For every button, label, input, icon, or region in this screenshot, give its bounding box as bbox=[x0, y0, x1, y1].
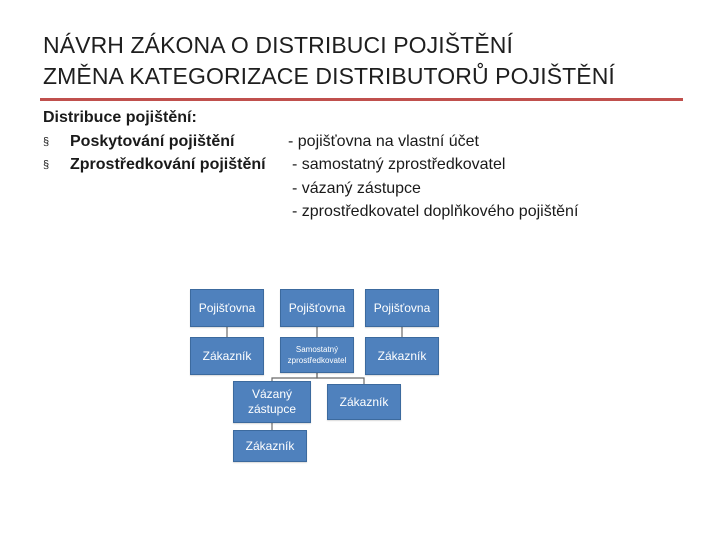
title-line-1: NÁVRH ZÁKONA O DISTRIBUCI POJIŠTĚNÍ bbox=[43, 32, 513, 58]
title-line-2: ZMĚNA KATEGORIZACE DISTRIBUTORŮ POJIŠTĚNÍ bbox=[43, 63, 615, 89]
list-item-label: Zprostředkování pojištění bbox=[70, 156, 266, 173]
insurer-box: Pojišťovna bbox=[190, 289, 264, 327]
client-box: Zákazník bbox=[327, 384, 401, 420]
list-item-label: Poskytování pojištění bbox=[70, 132, 235, 150]
list-item-description: - samostatný zprostředkovatel bbox=[292, 156, 506, 173]
independent-intermediary-box: Samostatný zprostředkovatel bbox=[280, 337, 354, 373]
list-item-description: - pojišťovna na vlastní účet bbox=[288, 132, 479, 150]
tied-agent-box: Vázaný zástupce bbox=[233, 381, 311, 423]
square-bullet-icon: § bbox=[43, 135, 50, 148]
content-heading: Distribuce pojištění: bbox=[43, 109, 197, 126]
connector-line bbox=[317, 373, 364, 384]
connector-line bbox=[272, 373, 317, 381]
insurer-box: Pojišťovna bbox=[365, 289, 439, 327]
client-box: Zákazník bbox=[365, 337, 439, 375]
list-item-description: - zprostředkovatel doplňkového pojištění bbox=[292, 203, 579, 220]
client-box: Zákazník bbox=[190, 337, 264, 375]
square-bullet-icon: § bbox=[43, 159, 50, 171]
client-box: Zákazník bbox=[233, 430, 307, 462]
insurer-box: Pojišťovna bbox=[280, 289, 354, 327]
list-item-description: - vázaný zástupce bbox=[292, 179, 421, 197]
